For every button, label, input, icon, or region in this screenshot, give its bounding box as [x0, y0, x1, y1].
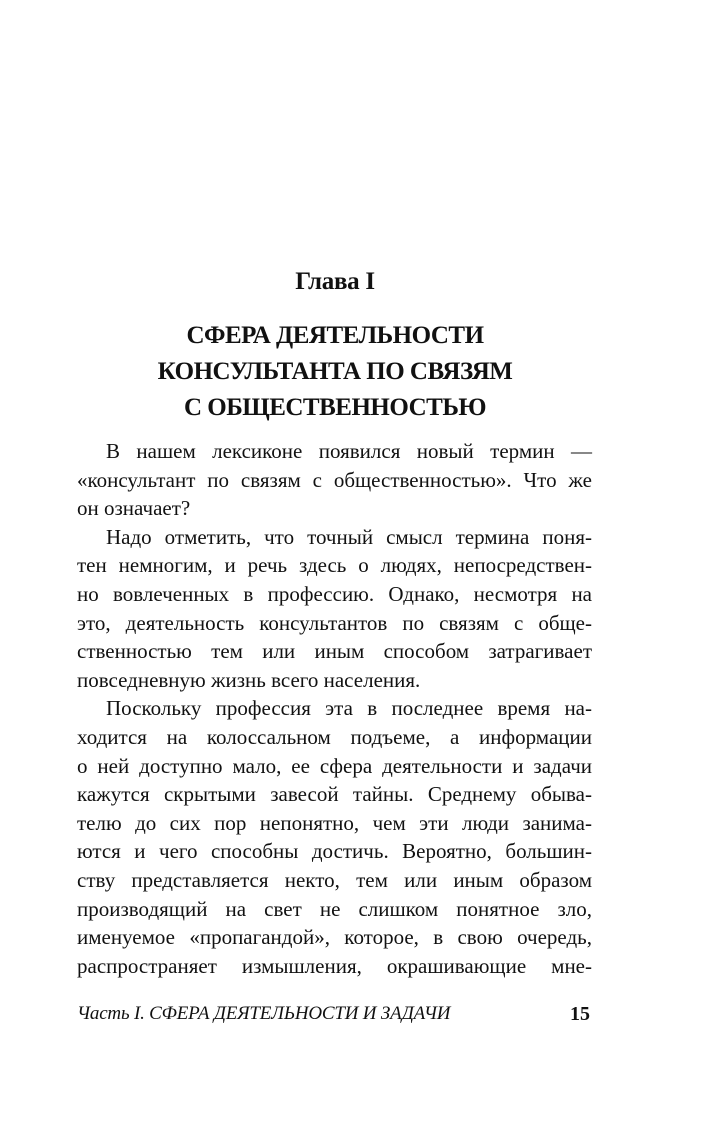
- text-line: распространяет измышления, окрашивающие мне-: [77, 953, 592, 978]
- chapter-title-line: С ОБЩЕСТВЕННОСТЬЮ: [183, 394, 487, 421]
- page-number: 15: [570, 1003, 590, 1025]
- text-line: ходится на колоссальном подъеме, а информации: [77, 724, 592, 749]
- chapter-title: [0, 318, 670, 426]
- chapter-title-line: КОНСУЛЬТАНТА ПО СВЯЗЯМ: [157, 358, 513, 385]
- text-line: телю до сих пор непонятно, чем эти люди занима-: [77, 810, 592, 835]
- text-line: кажутся скрытыми завесой тайны. Среднему обыва-: [77, 782, 592, 807]
- text-line: ству представляется некто, тем или иным образом: [77, 867, 592, 892]
- text-line: производящий на свет не слишком понятное зло,: [77, 896, 592, 921]
- text-line: повседневную жизнь всего населения.: [77, 667, 421, 692]
- text-line: ственностью тем или иным способом затрагивает: [77, 639, 592, 664]
- text-line: ются и чего способны достичь. Вероятно, большин-: [77, 839, 592, 864]
- text-line: Надо отметить, что точный смысл термина поня-: [106, 524, 592, 549]
- text-line: В нашем лексиконе появился новый термин —: [106, 439, 592, 463]
- text-line: он означает?: [77, 496, 191, 521]
- running-head: Часть I. СФЕРА ДЕЯТЕЛЬНОСТИ И ЗАДАЧИ: [77, 1003, 451, 1024]
- text-line: «консультант по связям с общественностью». Что же: [77, 467, 592, 492]
- text-line: но вовлеченных в профессию. Однако, несмотря на: [77, 581, 592, 606]
- text-line: тен немногим, и речь здесь о людях, непосредствен-: [77, 553, 592, 578]
- text-line: именуемое «пропагандой», которое, в свою очередь,: [77, 925, 592, 950]
- text-line: Поскольку профессия эта в последнее время на-: [106, 696, 592, 721]
- text-line: о ней доступно мало, ее сфера деятельности и задачи: [77, 753, 592, 778]
- chapter-label: Глава I: [295, 268, 375, 295]
- text-line: это, деятельность консультантов по связям с обще-: [77, 610, 592, 635]
- body-text: [77, 437, 592, 980]
- chapter-title-line: СФЕРА ДЕЯТЕЛЬНОСТИ: [186, 322, 484, 349]
